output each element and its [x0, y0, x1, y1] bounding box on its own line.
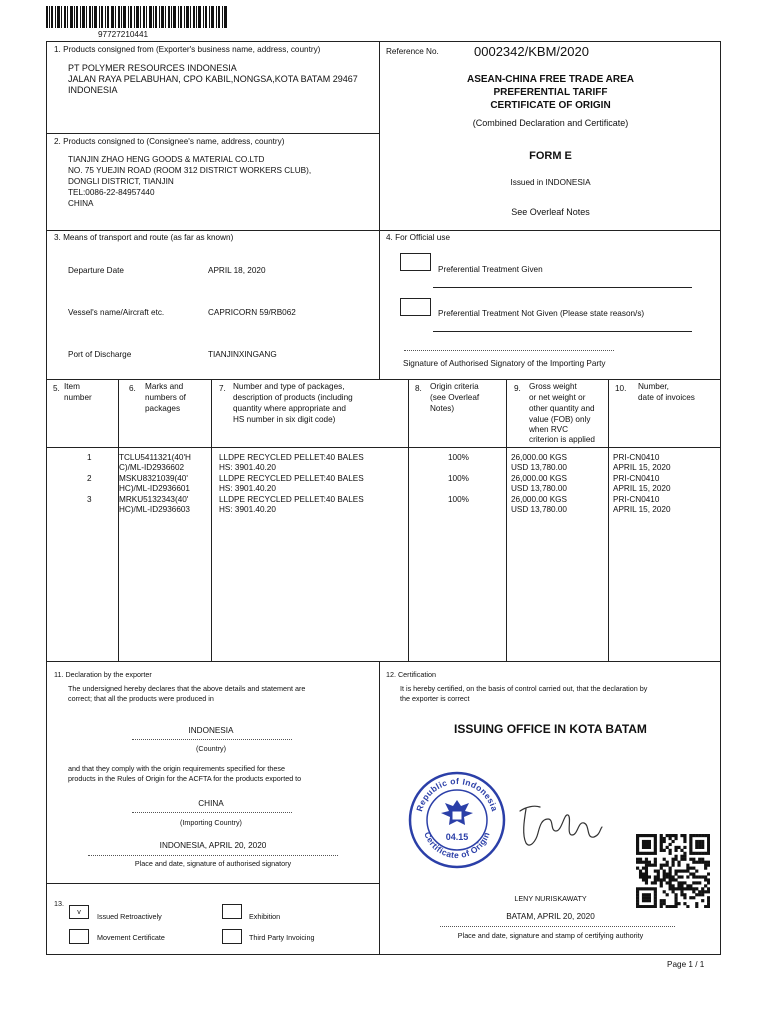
row3-desc1: LLDPE RECYCLED PELLET:40 BALES: [219, 495, 364, 504]
consignee-address2: DONGLI DISTRICT, TIANJIN: [68, 177, 174, 186]
col9-head-e: when RVC: [529, 425, 568, 434]
exporter-country: INDONESIA: [68, 85, 118, 95]
title-line3: CERTIFICATE OF ORIGIN: [490, 100, 611, 111]
signature-graphic: [512, 795, 608, 855]
consignee-country: CHINA: [68, 199, 94, 208]
produced-country-line: [132, 739, 292, 740]
row3-marks2: HC)/ML-ID2936603: [119, 505, 190, 514]
seal-graphic: [407, 770, 507, 870]
row2-desc2: HS: 3901.40.20: [219, 484, 276, 493]
barcode-number: 97727210441: [98, 30, 149, 39]
barcode-graphic: [46, 6, 228, 28]
declaration-text2a: and that they comply with the origin requirements specified for these: [68, 764, 285, 773]
box13-label: 13.: [54, 899, 64, 908]
divider-vertical-lower: [379, 661, 380, 955]
row1-qty1: 26,000.00 KGS: [511, 453, 567, 462]
row2-desc1: LLDPE RECYCLED PELLET:40 BALES: [219, 474, 364, 483]
row2-marks2: HC)/ML-ID2936601: [119, 484, 190, 493]
third-party-invoicing-checkbox[interactable]: [222, 929, 242, 944]
box3-label: 3. Means of transport and route (as far as known): [54, 233, 234, 242]
row2-qty1: 26,000.00 KGS: [511, 474, 567, 483]
exporter-name: PT POLYMER RESOURCES INDONESIA: [68, 63, 237, 73]
consignee-name: TIANJIN ZHAO HENG GOODS & MATERIAL CO.LTD: [68, 155, 265, 164]
importing-country: CHINA: [198, 799, 224, 808]
col9-head-c: other quantity and: [529, 404, 595, 413]
certifier-place-line: [440, 926, 675, 927]
row1-desc1: LLDPE RECYCLED PELLET:40 BALES: [219, 453, 364, 462]
treatment-not-given-checkbox[interactable]: [400, 298, 431, 316]
col7-head-d: HS number in six digit code): [233, 415, 336, 424]
col-divider-7-8: [408, 379, 409, 661]
issued-in: Issued in INDONESIA: [510, 178, 591, 187]
row2-origin: 100%: [448, 474, 469, 483]
page-number: Page 1 / 1: [667, 960, 705, 969]
movement-certificate-label: Movement Certificate: [97, 933, 165, 942]
row1-desc2: HS: 3901.40.20: [219, 463, 276, 472]
col9-head-f: criterion is applied: [529, 435, 595, 444]
movement-certificate-checkbox[interactable]: [69, 929, 89, 944]
form-e-title: FORM E: [529, 150, 572, 162]
issued-retroactively-label: Issued Retroactively: [97, 912, 162, 921]
col9-head-b: or net weight or: [529, 393, 586, 402]
treatment-given-checkbox[interactable]: [400, 253, 431, 271]
divider-box13: [46, 883, 380, 884]
row3-inv1: PRI-CN0410: [613, 495, 660, 504]
importing-country-line: [132, 812, 292, 813]
consignee-tel: TEL:0086-22-84957440: [68, 188, 155, 197]
declaration-text2b: products in the Rules of Origin for the ACFTA for the products exported to: [68, 774, 302, 783]
row3-marks1: MRKU5132343(40': [119, 495, 189, 504]
col8-head-b: (see Overleaf: [430, 393, 480, 402]
vessel-label: Vessel's name/Aircraft etc.: [68, 308, 165, 317]
divider-table-body: [46, 447, 721, 448]
col8-head-a: Origin criteria: [430, 382, 479, 391]
importer-signature-line: [404, 350, 614, 351]
col5-head-b: number: [64, 393, 92, 402]
retroactive-check-mark: v: [77, 907, 81, 916]
col7-head-b: description of products (including: [233, 393, 353, 402]
col5-head-a: Item: [64, 382, 80, 391]
departure-label: Departure Date: [68, 266, 124, 275]
col9-num: 9.: [514, 384, 521, 393]
divider-box1-box2: [46, 133, 380, 134]
col-divider-8-9: [506, 379, 507, 661]
box12-label: 12. Certification: [386, 670, 436, 679]
col-divider-9-10: [608, 379, 609, 661]
row3-qty1: 26,000.00 KGS: [511, 495, 567, 504]
col-divider-5-6: [118, 379, 119, 661]
col6-head-a: Marks and: [145, 382, 184, 391]
row1-qty2: USD 13,780.00: [511, 463, 567, 472]
exporter-place-date: INDONESIA, APRIL 20, 2020: [159, 841, 267, 850]
col7-head-a: Number and type of packages,: [233, 382, 345, 391]
third-party-invoicing-label: Third Party Invoicing: [249, 933, 315, 942]
port-value: TIANJINXINGANG: [208, 350, 277, 359]
box4-label: 4. For Official use: [386, 233, 451, 242]
exhibition-checkbox[interactable]: [222, 904, 242, 919]
declaration-text1b: correct; that all the products were produced in: [68, 694, 214, 703]
row1-marks1: TCLU5411321(40'H: [119, 453, 191, 462]
certification-text-b: the exporter is correct: [400, 694, 470, 703]
row1-inv2: APRIL 15, 2020: [613, 463, 671, 472]
col6-head-b: numbers of: [145, 393, 186, 402]
row2-inv1: PRI-CN0410: [613, 474, 660, 483]
row2-inv2: APRIL 15, 2020: [613, 484, 671, 493]
row2-item: 2: [87, 474, 92, 483]
declaration-text1a: The undersigned hereby declares that the above details and statement are: [68, 684, 306, 693]
treatment-not-given-label: Preferential Treatment Not Given (Please state reason/s): [438, 309, 645, 318]
col8-num: 8.: [415, 384, 422, 393]
col7-num: 7.: [219, 384, 226, 393]
issuing-office: ISSUING OFFICE IN KOTA BATAM: [454, 722, 647, 736]
title-line2: PREFERENTIAL TARIFF: [493, 87, 608, 98]
seal-top-text: Republic of Indonesia: [414, 775, 500, 813]
col8-head-c: Notes): [430, 404, 455, 413]
issued-retroactively-checkbox[interactable]: [69, 905, 89, 919]
row1-inv1: PRI-CN0410: [613, 453, 660, 462]
treatment-given-line: [433, 287, 692, 288]
exporter-address: JALAN RAYA PELABUHAN, CPO KABIL,NONGSA,KOTA BATAM 29467: [68, 74, 358, 84]
col10-num: 10.: [615, 384, 627, 393]
row3-item: 3: [87, 495, 92, 504]
col5-num: 5.: [53, 384, 60, 393]
certification-text-a: It is hereby certified, on the basis of control carried out, that the declaration by: [400, 684, 648, 693]
row1-marks2: C)/ML-ID2936602: [119, 463, 185, 472]
reference-number: 0002342/KBM/2020: [474, 44, 589, 59]
col10-head-b: date of invoices: [638, 393, 695, 402]
seal-number: 04.15: [445, 832, 469, 842]
certifier-place-date: BATAM, APRIL 20, 2020: [506, 912, 595, 921]
row3-inv2: APRIL 15, 2020: [613, 505, 671, 514]
produced-country-label: (Country): [196, 744, 226, 753]
barcode: [46, 6, 228, 28]
signatory-name: LENY NURISKAWATY: [514, 894, 587, 903]
col7-head-c: quantity where appropriate and: [233, 404, 346, 413]
row1-item: 1: [87, 453, 92, 462]
title-line1: ASEAN-CHINA FREE TRADE AREA: [466, 74, 635, 85]
official-seal: [407, 770, 507, 870]
row2-marks1: MSKU8321039(40': [119, 474, 188, 483]
exporter-place-line: [88, 855, 338, 856]
col6-num: 6.: [129, 384, 136, 393]
row3-origin: 100%: [448, 495, 469, 504]
col-divider-6-7: [211, 379, 212, 661]
box1-label: 1. Products consigned from (Exporter's business name, address, country): [54, 45, 321, 54]
certifier-signature: [512, 795, 608, 855]
produced-country: INDONESIA: [188, 726, 234, 735]
box11-label: 11. Declaration by the exporter: [54, 670, 152, 679]
divider-row3: [46, 230, 721, 231]
box2-label: 2. Products consigned to (Consignee's name, address, country): [54, 137, 285, 146]
col9-head-a: Gross weight: [529, 382, 577, 391]
row1-origin: 100%: [448, 453, 469, 462]
row3-desc2: HS: 3901.40.20: [219, 505, 276, 514]
col10-head-a: Number,: [638, 382, 669, 391]
divider-table-header: [46, 379, 721, 380]
treatment-given-label: Preferential Treatment Given: [438, 265, 543, 274]
departure-value: APRIL 18, 2020: [208, 266, 266, 275]
vessel-value: CAPRICORN 59/RB062: [208, 308, 296, 317]
col9-head-d: value (FOB) only: [529, 415, 591, 424]
importing-country-label: (Importing Country): [180, 818, 242, 827]
seal-bottom-text: Certificate of Origin: [422, 830, 492, 861]
consignee-address1: NO. 75 YUEJIN ROAD (ROOM 312 DISTRICT WORKERS CLUB),: [68, 166, 312, 175]
garuda-emblem: [441, 800, 473, 825]
certifier-place-label: Place and date, signature and stamp of certifying authority: [457, 931, 644, 940]
importer-signature-label: Signature of Authorised Signatory of the Importing Party: [403, 359, 606, 368]
row3-qty2: USD 13,780.00: [511, 505, 567, 514]
exhibition-label: Exhibition: [249, 912, 281, 921]
see-overleaf: See Overleaf Notes: [511, 207, 590, 217]
reference-label: Reference No.: [386, 47, 439, 56]
row2-qty2: USD 13,780.00: [511, 484, 567, 493]
treatment-not-given-line: [433, 331, 692, 332]
port-label: Port of Discharge: [68, 350, 132, 359]
subtitle: (Combined Declaration and Certificate): [472, 118, 629, 128]
exporter-place-label: Place and date, signature of authorised signatory: [134, 859, 292, 868]
col6-head-c: packages: [145, 404, 181, 413]
divider-lower: [46, 661, 721, 662]
